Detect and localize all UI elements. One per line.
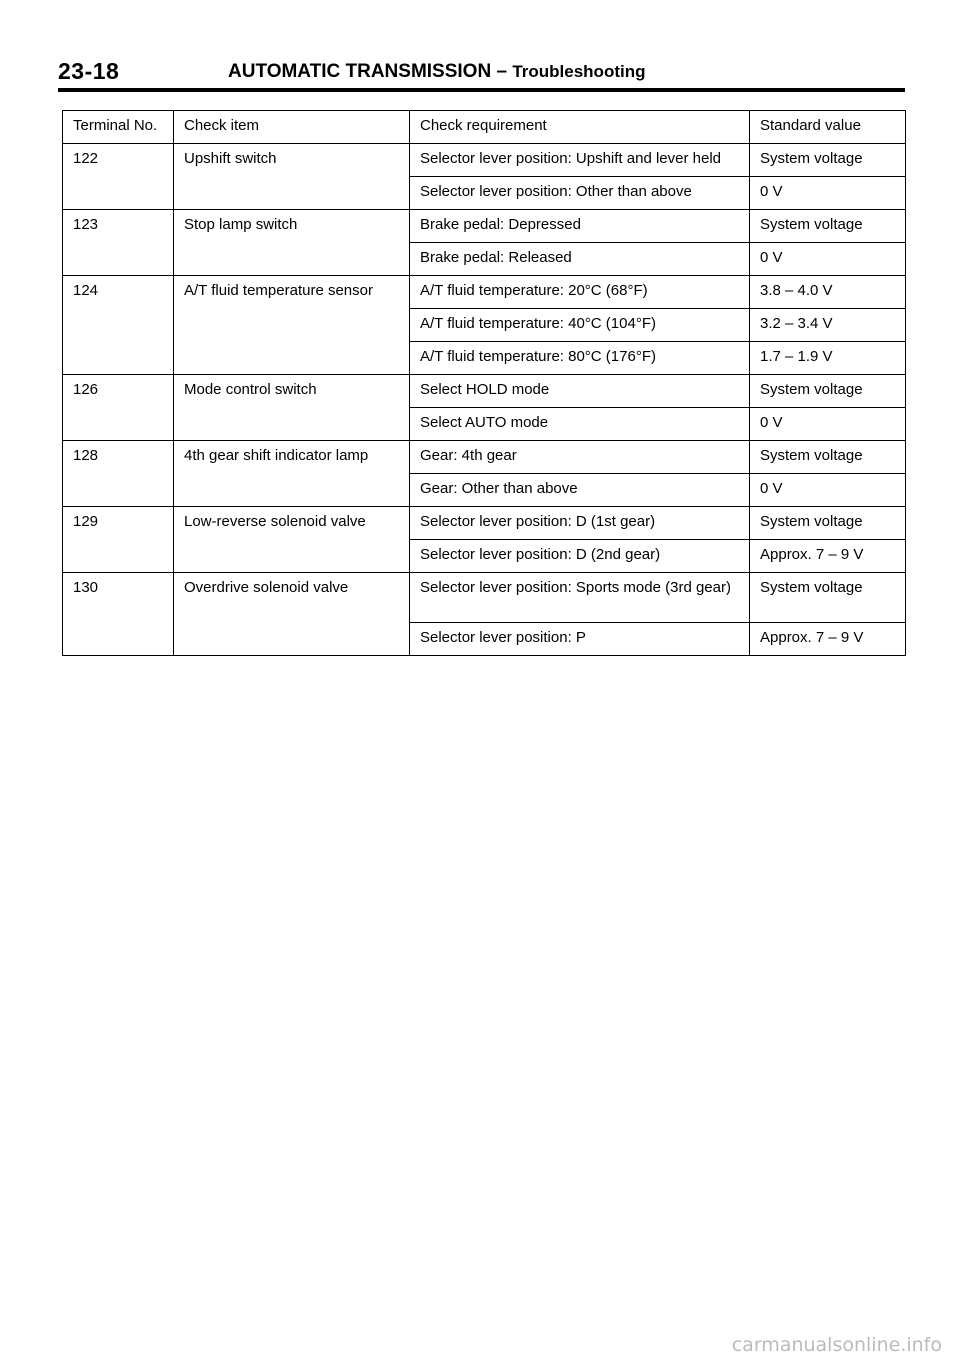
title-dash: – xyxy=(496,61,508,82)
check-item: Stop lamp switch xyxy=(174,210,410,276)
standard-value: 3.8 – 4.0 V xyxy=(750,276,906,309)
table-row xyxy=(63,276,906,309)
check-requirement: Select AUTO mode xyxy=(410,408,750,441)
terminal-number: 124 xyxy=(63,276,174,375)
check-requirement: Select HOLD mode xyxy=(410,375,750,408)
standard-value: 0 V xyxy=(750,243,906,276)
terminal-number: 123 xyxy=(63,210,174,276)
check-item: Mode control switch xyxy=(174,375,410,441)
column-header: Terminal No. xyxy=(63,111,174,144)
standard-value: System voltage xyxy=(750,507,906,540)
check-requirement: A/T fluid temperature: 80°C (176°F) xyxy=(410,342,750,375)
standard-value: 0 V xyxy=(750,408,906,441)
standard-value: 0 V xyxy=(750,177,906,210)
check-requirement: A/T fluid temperature: 40°C (104°F) xyxy=(410,309,750,342)
check-requirement: Gear: 4th gear xyxy=(410,441,750,474)
check-requirement: Selector lever position: D (1st gear) xyxy=(410,507,750,540)
standard-value: 3.2 – 3.4 V xyxy=(750,309,906,342)
standard-value: 1.7 – 1.9 V xyxy=(750,342,906,375)
terminal-number: 126 xyxy=(63,375,174,441)
standard-value: System voltage xyxy=(750,375,906,408)
check-item: Upshift switch xyxy=(174,144,410,210)
terminal-number: 129 xyxy=(63,507,174,573)
table-row xyxy=(63,375,906,408)
table-row xyxy=(63,573,906,623)
site-watermark: carmanualsonline.info xyxy=(731,1334,942,1356)
check-requirement: Gear: Other than above xyxy=(410,474,750,507)
subsection-title: Troubleshooting xyxy=(512,62,646,81)
check-requirement: Selector lever position: Sports mode (3rd gear) xyxy=(410,573,750,623)
table-header-row xyxy=(63,111,906,144)
terminal-check-table xyxy=(62,110,906,656)
column-header: Check requirement xyxy=(410,111,750,144)
standard-value: 0 V xyxy=(750,474,906,507)
check-item: Overdrive solenoid valve xyxy=(174,573,410,656)
table-row xyxy=(63,441,906,474)
standard-value: System voltage xyxy=(750,573,906,623)
check-requirement: Brake pedal: Released xyxy=(410,243,750,276)
check-item: A/T fluid temperature sensor xyxy=(174,276,410,375)
standard-value: System voltage xyxy=(750,210,906,243)
check-requirement: Brake pedal: Depressed xyxy=(410,210,750,243)
standard-value: System voltage xyxy=(750,441,906,474)
check-requirement: Selector lever position: D (2nd gear) xyxy=(410,540,750,573)
check-requirement: Selector lever position: P xyxy=(410,623,750,656)
section-title: AUTOMATIC TRANSMISSION xyxy=(228,61,492,82)
terminal-number: 122 xyxy=(63,144,174,210)
table-row xyxy=(63,507,906,540)
column-header: Standard value xyxy=(750,111,906,144)
terminal-number: 130 xyxy=(63,573,174,656)
page-header xyxy=(58,58,905,92)
table-row xyxy=(63,210,906,243)
check-requirement: Selector lever position: Other than above xyxy=(410,177,750,210)
check-item: Low-reverse solenoid valve xyxy=(174,507,410,573)
standard-value: Approx. 7 – 9 V xyxy=(750,623,906,656)
header-rule xyxy=(58,88,905,92)
standard-value: Approx. 7 – 9 V xyxy=(750,540,906,573)
terminal-number: 128 xyxy=(63,441,174,507)
check-item: 4th gear shift indicator lamp xyxy=(174,441,410,507)
table-row xyxy=(63,144,906,177)
page-number: 23-18 xyxy=(58,58,120,84)
page-title xyxy=(228,61,645,83)
standard-value: System voltage xyxy=(750,144,906,177)
column-header: Check item xyxy=(174,111,410,144)
check-requirement: A/T fluid temperature: 20°C (68°F) xyxy=(410,276,750,309)
check-requirement: Selector lever position: Upshift and lever held xyxy=(410,144,750,177)
